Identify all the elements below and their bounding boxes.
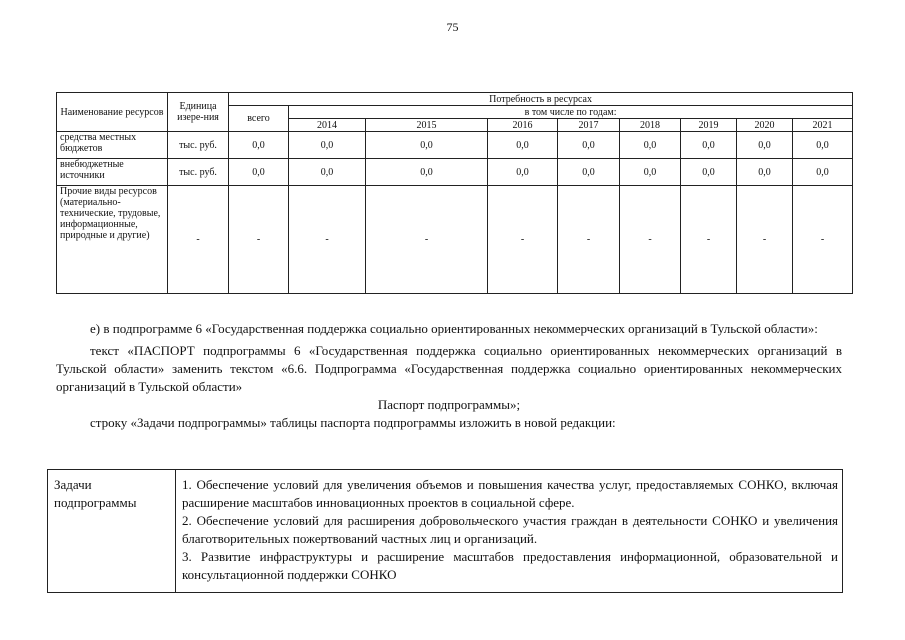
header-year: 2016	[488, 119, 558, 132]
header-year: 2014	[289, 119, 366, 132]
cell-value: 0,0	[558, 132, 620, 159]
row-name: средства местных бюджетов	[57, 132, 168, 159]
resources-table	[56, 92, 853, 294]
cell-value: 0,0	[488, 132, 558, 159]
cell-value: -	[620, 186, 681, 294]
cell-value: 0,0	[737, 159, 793, 186]
tasks-label: Задачи подпрограммы	[48, 470, 176, 593]
header-need: Потребность в ресурсах	[229, 93, 853, 106]
paragraph: строку «Задачи подпрограммы» таблицы паспорта подпрограммы изложить в новой редакции:	[90, 415, 616, 430]
cell-value: 0,0	[366, 132, 488, 159]
header-year: 2018	[620, 119, 681, 132]
cell-value: 0,0	[366, 159, 488, 186]
cell-value: 0,0	[681, 159, 737, 186]
cell-value: 0,0	[681, 132, 737, 159]
paragraph: е) в подпрограмме 6 «Государственная поддержка социально ориентированных некоммерческих организаций в Тульской области»:	[90, 321, 818, 336]
cell-value: 0,0	[737, 132, 793, 159]
table-row	[57, 132, 853, 159]
cell-value: 0,0	[289, 132, 366, 159]
cell-value: -	[229, 186, 289, 294]
row-unit: тыс. руб.	[168, 159, 229, 186]
cell-value: 0,0	[620, 159, 681, 186]
table-row	[57, 186, 853, 294]
cell-value: -	[737, 186, 793, 294]
header-total: всего	[229, 106, 289, 132]
header-year: 2015	[366, 119, 488, 132]
task-item: 2. Обеспечение условий для расширения добровольческого участия граждан в деятельности СОНКО и увеличения благотворительных пожертвований частных лиц и организаций.	[182, 513, 838, 546]
header-year: 2020	[737, 119, 793, 132]
header-name: Наименование ресурсов	[57, 93, 168, 132]
tasks-table	[47, 469, 843, 593]
cell-value: -	[558, 186, 620, 294]
cell-value: -	[289, 186, 366, 294]
header-by-years: в том числе по годам:	[289, 106, 853, 119]
cell-value: 0,0	[793, 159, 853, 186]
cell-value: 0,0	[229, 159, 289, 186]
header-unit: Единица изере-ния	[168, 93, 229, 132]
cell-value: 0,0	[620, 132, 681, 159]
row-unit: тыс. руб.	[168, 132, 229, 159]
cell-value: 0,0	[793, 132, 853, 159]
row-name: внебюджетные источники	[57, 159, 168, 186]
table-row	[57, 159, 853, 186]
document-text	[56, 320, 842, 432]
header-year: 2017	[558, 119, 620, 132]
paragraph: Паспорт подпрограммы»;	[377, 397, 521, 412]
cell-value: -	[793, 186, 853, 294]
row-name: Прочие виды ресурсов (материально-технические, трудовые, информационные, природные и другие)	[57, 186, 168, 294]
cell-value: -	[366, 186, 488, 294]
row-unit: -	[168, 186, 229, 294]
cell-value: -	[488, 186, 558, 294]
header-year: 2019	[681, 119, 737, 132]
task-item: 1. Обеспечение условий для увеличения объемов и повышения качества услуг, предоставляемых СОНКО, включая расширение масштабов инновационных проектов в социальной сфере.	[182, 477, 838, 510]
page-number: 75	[446, 20, 459, 34]
paragraph: текст «ПАСПОРТ подпрограммы 6 «Государственная поддержка социально ориентированных некоммерческих организаций в Тульской области» заменить текстом «6.6. Подпрограмма «Государственная поддержка социально ориентированных некоммерческих организаций в Тульской области»	[56, 343, 842, 394]
cell-value: 0,0	[289, 159, 366, 186]
cell-value: 0,0	[229, 132, 289, 159]
tasks-content	[176, 470, 843, 593]
header-year: 2021	[793, 119, 853, 132]
task-item: 3. Развитие инфраструктуры и расширение масштабов предоставления информационной, образовательной и консультационной поддержки СОНКО	[182, 549, 838, 582]
cell-value: 0,0	[488, 159, 558, 186]
cell-value: -	[681, 186, 737, 294]
cell-value: 0,0	[558, 159, 620, 186]
